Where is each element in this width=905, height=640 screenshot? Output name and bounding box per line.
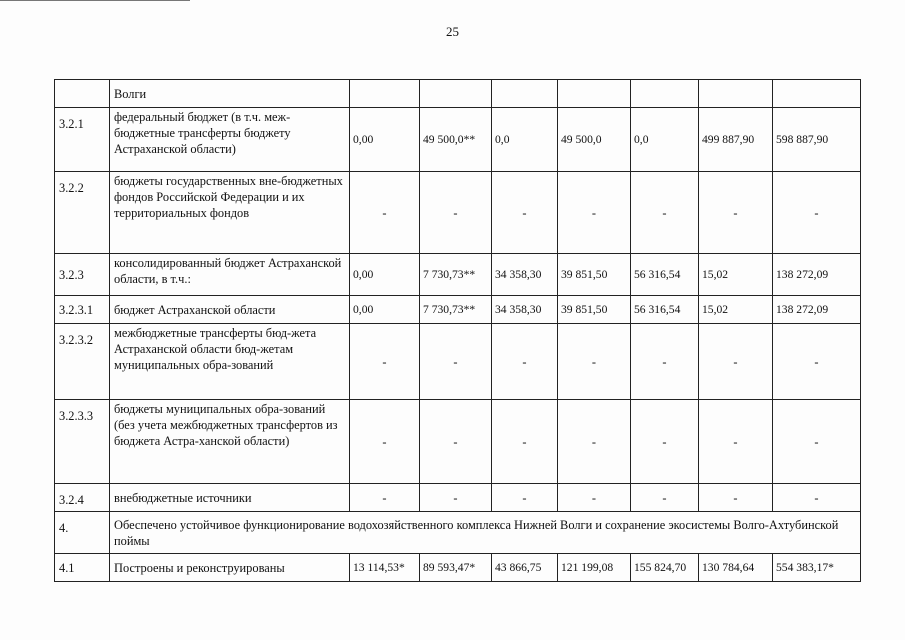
value-cell: 121 199,08 [558, 554, 631, 582]
value-cell: 56 316,54 [631, 254, 699, 296]
value-cell [558, 80, 631, 108]
table-row [55, 254, 861, 296]
value-cell [420, 80, 492, 108]
value-cell: 598 887,90 [773, 108, 861, 172]
row-number: 3.2.3.3 [55, 400, 110, 484]
value-cell: - [492, 400, 558, 484]
table-row [55, 108, 861, 172]
value-cell: - [558, 484, 631, 512]
value-cell: 138 272,09 [773, 296, 861, 324]
value-cell: - [699, 484, 773, 512]
value-cell: - [773, 172, 861, 254]
value-cell: - [631, 324, 699, 400]
row-description: бюджеты муниципальных обра-зований (без учета межбюджетных трансфертов из бюджета Астра-ханской области) [110, 400, 350, 484]
value-cell: - [558, 324, 631, 400]
row-description: бюджет Астраханской области [110, 296, 350, 324]
page-number: 25 [446, 24, 459, 39]
row-number: 3.2.2 [55, 172, 110, 254]
value-cell [699, 80, 773, 108]
value-cell: 138 272,09 [773, 254, 861, 296]
value-cell [492, 80, 558, 108]
table-row [55, 484, 861, 512]
section-row [55, 512, 861, 554]
value-cell: 49 500,0 [558, 108, 631, 172]
value-cell: 0,00 [350, 108, 420, 172]
row-number: 3.2.1 [55, 108, 110, 172]
row-description: консолидированный бюджет Астраханской области, в т.ч.: [110, 254, 350, 296]
value-cell: - [420, 400, 492, 484]
value-cell: 499 887,90 [699, 108, 773, 172]
value-cell: - [699, 400, 773, 484]
value-cell: 7 730,73** [420, 296, 492, 324]
value-cell: - [558, 172, 631, 254]
value-cell: 155 824,70 [631, 554, 699, 582]
row-description: межбюджетные трансферты бюд-жета Астраханской области бюд-жетам муниципальных обра-зований [110, 324, 350, 400]
value-cell: 0,0 [492, 108, 558, 172]
row-number: 3.2.3.2 [55, 324, 110, 400]
value-cell: - [492, 484, 558, 512]
value-cell: - [420, 484, 492, 512]
header-rule [0, 0, 190, 1]
value-cell: - [350, 324, 420, 400]
value-cell: 0,0 [631, 108, 699, 172]
value-cell: - [699, 172, 773, 254]
row-number: 3.2.4 [55, 484, 110, 512]
row-number: 3.2.3.1 [55, 296, 110, 324]
value-cell: - [773, 400, 861, 484]
value-cell: 13 114,53* [350, 554, 420, 582]
value-cell: 0,00 [350, 254, 420, 296]
value-cell: 39 851,50 [558, 296, 631, 324]
budget-table [54, 79, 861, 582]
value-cell: 15,02 [699, 254, 773, 296]
section-number: 4. [55, 512, 110, 554]
table-row [55, 324, 861, 400]
value-cell: 554 383,17* [773, 554, 861, 582]
value-cell: 89 593,47* [420, 554, 492, 582]
value-cell [773, 80, 861, 108]
value-cell: 7 730,73** [420, 254, 492, 296]
value-cell: 34 358,30 [492, 296, 558, 324]
value-cell: - [773, 484, 861, 512]
row-description: бюджеты государственных вне-бюджетных фондов Российской Федерации и их территориальных фондов [110, 172, 350, 254]
value-cell: - [492, 324, 558, 400]
row-number: 3.2.3 [55, 254, 110, 296]
value-cell: 49 500,0** [420, 108, 492, 172]
value-cell: 15,02 [699, 296, 773, 324]
section-title: Обеспечено устойчивое функционирование водохозяйственного комплекса Нижней Волги и сохранение экосистемы Волго-Ахтубинской поймы [110, 512, 861, 554]
value-cell: 34 358,30 [492, 254, 558, 296]
value-cell [631, 80, 699, 108]
value-cell: - [631, 172, 699, 254]
value-cell: - [631, 484, 699, 512]
value-cell: - [420, 172, 492, 254]
table-row [55, 80, 861, 108]
row-description: Построены и реконструированы [110, 554, 350, 582]
row-number [55, 80, 110, 108]
row-description: федеральный бюджет (в т.ч. меж-бюджетные трансферты бюджету Астраханской области) [110, 108, 350, 172]
value-cell: 130 784,64 [699, 554, 773, 582]
value-cell [350, 80, 420, 108]
value-cell: - [699, 324, 773, 400]
value-cell: - [420, 324, 492, 400]
row-number: 4.1 [55, 554, 110, 582]
row-description: Волги [110, 80, 350, 108]
table-row [55, 172, 861, 254]
value-cell: 0,00 [350, 296, 420, 324]
table-row [55, 554, 861, 582]
table-row [55, 400, 861, 484]
value-cell: - [350, 172, 420, 254]
value-cell: - [492, 172, 558, 254]
value-cell: - [350, 484, 420, 512]
value-cell: - [631, 400, 699, 484]
row-description: внебюджетные источники [110, 484, 350, 512]
value-cell: 56 316,54 [631, 296, 699, 324]
table-row [55, 296, 861, 324]
value-cell: 43 866,75 [492, 554, 558, 582]
value-cell: - [350, 400, 420, 484]
value-cell: - [558, 400, 631, 484]
value-cell: - [773, 324, 861, 400]
value-cell: 39 851,50 [558, 254, 631, 296]
